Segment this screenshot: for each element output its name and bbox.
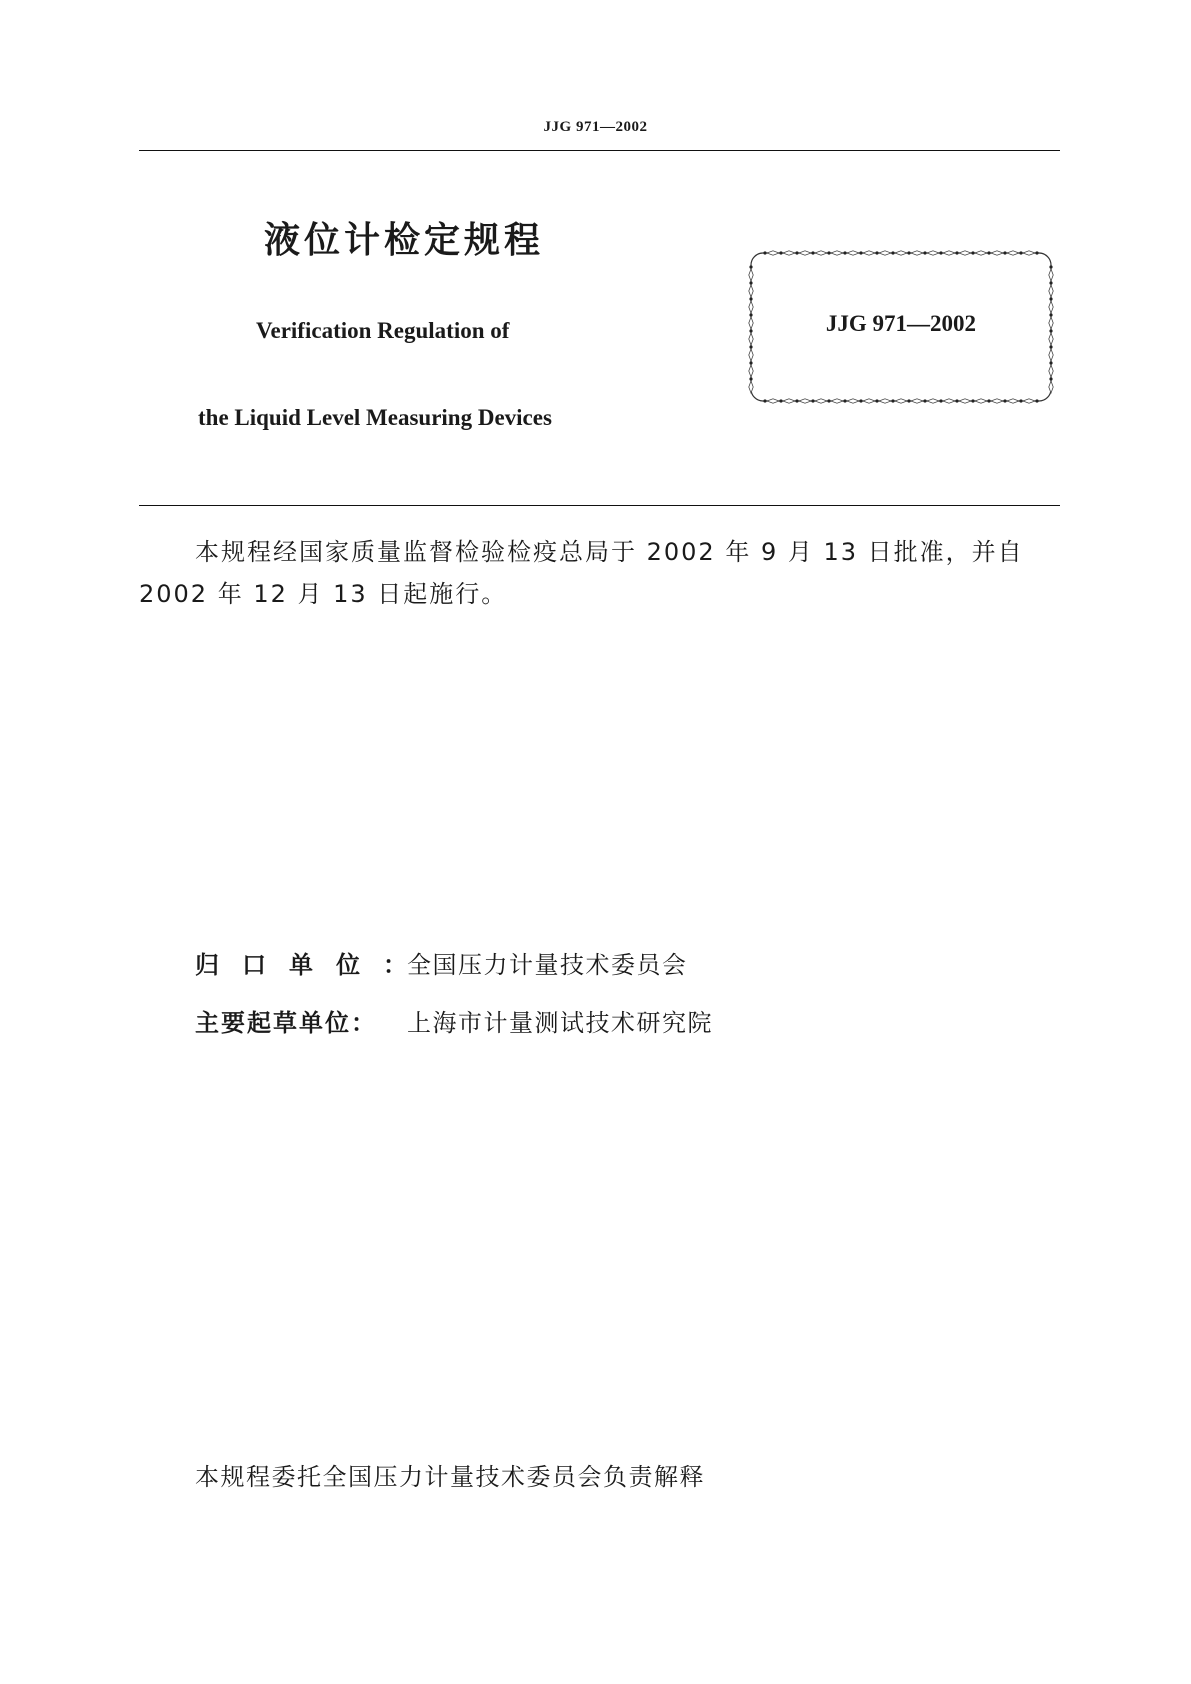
title-english-line-2: the Liquid Level Measuring Devices — [198, 405, 552, 430]
title-english-line-1: Verification Regulation of — [256, 318, 510, 343]
standard-code-box — [748, 250, 1054, 404]
approval-text-line-1: 本规程经国家质量监督检验检疫总局于 2002 年 9 月 13 日批准，并自 — [195, 538, 1024, 566]
info-label: 归口单位： — [195, 951, 430, 979]
standard-code-label: JJG 971—2002 — [825, 311, 977, 336]
info-row-responsible-unit — [195, 945, 688, 980]
interpretation-note: 本规程委托全国压力计量技术委员会负责解释 — [195, 1463, 705, 1491]
title-chinese: 液位计检定规程 — [264, 220, 545, 261]
approval-text-line-2: 2002 年 12 月 13 日起施行。 — [139, 580, 508, 608]
info-value: 上海市计量测试技术研究院 — [407, 1009, 713, 1037]
header-rule — [139, 150, 1060, 151]
info-row-drafting-unit — [195, 1003, 713, 1038]
info-label: 主要起草单位： — [195, 1009, 377, 1037]
info-value: 全国压力计量技术委员会 — [407, 951, 688, 979]
title-rule — [139, 505, 1060, 506]
running-header: JJG 971—2002 — [543, 119, 648, 135]
